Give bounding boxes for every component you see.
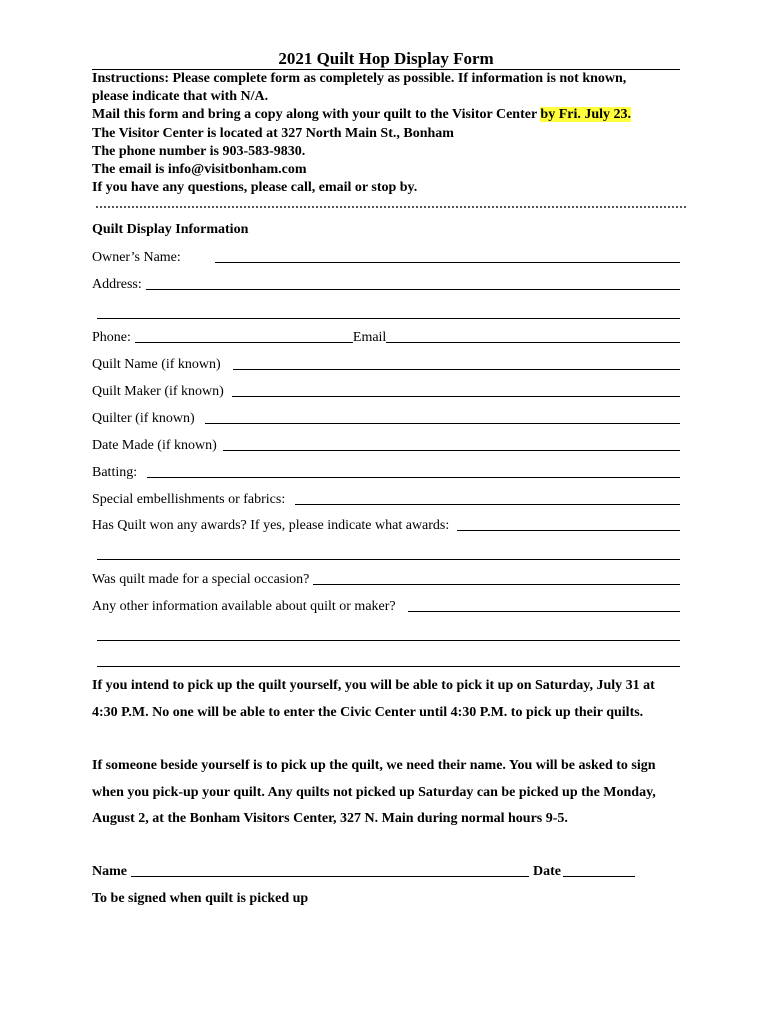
instructions: [92, 70, 692, 197]
owner-name-label: Owner’s Name:: [92, 250, 181, 265]
awards-row: [92, 516, 680, 534]
email-label: Email: [352, 330, 387, 345]
batting-row: [92, 463, 680, 481]
awards-label: Has Quilt won any awards? If yes, please indicate what awards:: [92, 518, 450, 533]
date-made-field[interactable]: [223, 450, 680, 451]
instruction-line: The email is info@visitbonham.com: [92, 162, 307, 178]
date-made-label: Date Made (if known): [92, 438, 217, 453]
batting-label: Batting:: [92, 465, 138, 480]
occasion-row: [92, 570, 680, 588]
other-info-label: Any other information available about quilt or maker?: [92, 599, 396, 614]
batting-field[interactable]: [147, 477, 680, 478]
instruction-line: [92, 106, 692, 124]
quilter-label: Quilter (if known): [92, 411, 195, 426]
date-label: Date: [533, 864, 561, 879]
awards-field[interactable]: [457, 530, 680, 531]
date-made-row: [92, 436, 680, 454]
dotted-divider: [96, 206, 686, 208]
instruction-line: The Visitor Center is located at 327 North Main St., Bonham: [92, 125, 454, 141]
owner-name-row: [92, 248, 680, 266]
date-field[interactable]: [563, 876, 635, 877]
instruction-line: If you have any questions, please call, email or stop by.: [92, 180, 418, 196]
address-label: Address:: [92, 277, 142, 292]
other-info-field-line2[interactable]: [97, 640, 680, 641]
email-field[interactable]: [386, 342, 680, 343]
form-title: 2021 Quilt Hop Display Form: [92, 49, 680, 70]
occasion-label: Was quilt made for a special occasion?: [92, 572, 310, 587]
quilt-maker-label: Quilt Maker (if known): [92, 384, 224, 399]
name-label: Name: [92, 864, 127, 879]
address-field-line2[interactable]: [97, 318, 680, 319]
section-title: Quilt Display Information: [92, 222, 249, 237]
other-info-row: [92, 597, 680, 615]
other-info-field-line3[interactable]: [97, 666, 680, 667]
embellishments-label: Special embellishments or fabrics:: [92, 492, 286, 507]
quilt-name-label: Quilt Name (if known): [92, 357, 221, 372]
instruction-line: please indicate that with N/A.: [92, 89, 269, 105]
address-field[interactable]: [146, 289, 680, 290]
embellishments-field[interactable]: [295, 504, 680, 505]
owner-name-field[interactable]: [215, 262, 680, 263]
pickup-paragraph-1: If you intend to pick up the quilt yourself, you will be able to pick it up on Saturday, July 31 at 4:30 P.M. No one will be able to enter the Civic Center until 4:30 P.M. to pick up their quilts.: [92, 678, 655, 720]
address-row: [92, 275, 680, 293]
instruction-line: Instructions: Please complete form as completely as possible. If information is not known,: [92, 71, 627, 86]
instruction-line: The phone number is 903-583-9830.: [92, 143, 306, 159]
embellishments-row: [92, 490, 680, 508]
awards-field-line2[interactable]: [97, 559, 680, 560]
deadline-highlight: by Fri. July 23.: [540, 107, 632, 123]
quilt-name-row: [92, 355, 680, 373]
other-info-field[interactable]: [408, 611, 680, 612]
pickup-paragraph-2: If someone beside yourself is to pick up the quilt, we need their name. You will be asked to sign when you pick-up your quilt. Any quilts not picked up Saturday can be picked up the Monday, August 2, at the Bonham Visitors Center, 327 N. Main during normal hours 9-5.: [92, 758, 656, 827]
phone-field[interactable]: [135, 342, 353, 343]
quilt-maker-row: [92, 382, 680, 400]
phone-label: Phone:: [92, 330, 131, 345]
phone-email-row: [92, 328, 680, 346]
signature-note: To be signed when quilt is picked up: [92, 891, 309, 906]
occasion-field[interactable]: [313, 584, 680, 585]
quilter-row: [92, 409, 680, 427]
quilter-field[interactable]: [205, 423, 680, 424]
quilt-name-field[interactable]: [233, 369, 680, 370]
instruction-text: Mail this form and bring a copy along with your quilt to the Visitor Center: [92, 107, 541, 123]
name-signature-field[interactable]: [131, 876, 529, 877]
signature-row: [92, 864, 635, 880]
quilt-maker-field[interactable]: [232, 396, 680, 397]
